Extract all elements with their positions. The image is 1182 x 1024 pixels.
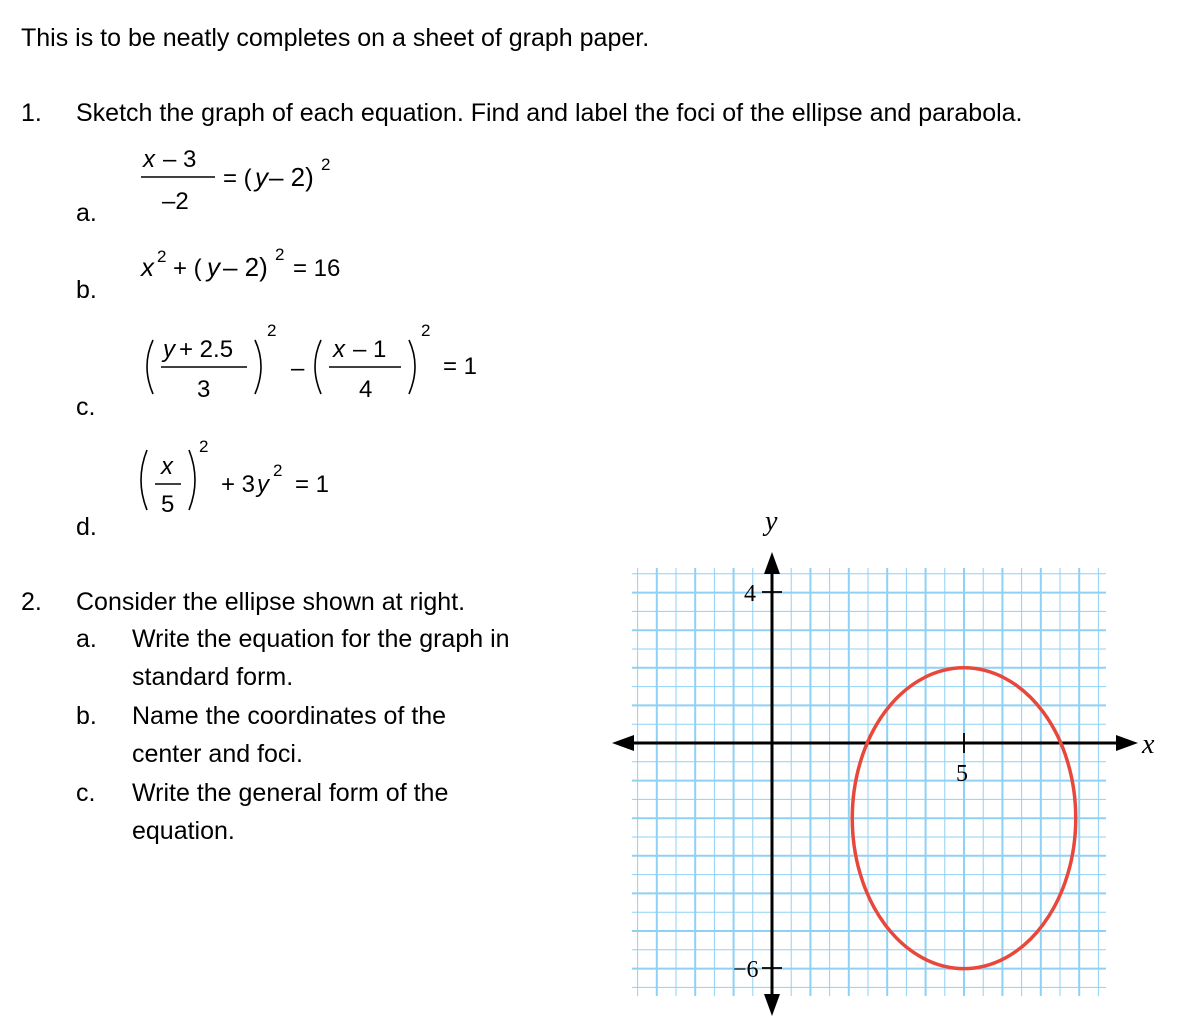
q2b-line2: center and foci. xyxy=(132,740,303,768)
svg-text:+ 2.5: + 2.5 xyxy=(179,336,234,363)
q1a-numerator: x xyxy=(143,146,155,173)
svg-text:2: 2 xyxy=(421,321,431,340)
svg-text:– 3: – 3 xyxy=(163,146,197,173)
svg-text:2: 2 xyxy=(199,437,209,456)
ellipse-graph xyxy=(600,500,1182,1020)
x-axis-left-arrow xyxy=(612,735,634,751)
q2a-line1: Write the equation for the graph in xyxy=(132,625,510,653)
svg-text:– 2): – 2) xyxy=(223,252,268,282)
q1d-equation xyxy=(135,432,365,528)
q1a-denominator: –2 xyxy=(162,188,189,215)
svg-text:4: 4 xyxy=(359,376,373,403)
svg-text:+ 3: + 3 xyxy=(221,471,256,498)
x-axis-right-arrow xyxy=(1116,735,1138,751)
q1a-label: a. xyxy=(76,199,97,227)
q1-number: 1. xyxy=(21,99,42,127)
svg-text:x: x xyxy=(333,336,345,363)
q2a-line2: standard form. xyxy=(132,663,294,691)
q1d-label: d. xyxy=(76,513,97,541)
svg-text:y: y xyxy=(257,471,269,498)
q2b-label: b. xyxy=(76,702,97,730)
svg-text:2: 2 xyxy=(275,245,285,264)
svg-text:2: 2 xyxy=(267,321,277,340)
q2c-line2: equation. xyxy=(132,817,235,845)
q2c-label: c. xyxy=(76,779,96,807)
grid-lines xyxy=(632,568,1106,996)
svg-text:y: y xyxy=(207,252,220,282)
svg-text:x: x xyxy=(141,252,154,282)
q2-text: Consider the ellipse shown at right. xyxy=(76,588,466,616)
x-axis-label: x xyxy=(1142,729,1155,760)
svg-text:y: y xyxy=(255,162,268,192)
svg-text:5: 5 xyxy=(161,491,175,518)
q2-number: 2. xyxy=(21,588,42,616)
instruction-text: This is to be neatly completes on a sheet of graph paper. xyxy=(21,24,650,52)
svg-text:= (: = ( xyxy=(223,165,252,192)
svg-text:= 1: = 1 xyxy=(295,471,330,498)
q1b-label: b. xyxy=(76,276,97,304)
svg-text:= 1: = 1 xyxy=(443,353,478,380)
svg-text:x: x xyxy=(161,453,173,480)
svg-text:+ (: + ( xyxy=(173,255,202,282)
q1c-equation xyxy=(135,310,495,410)
svg-text:2: 2 xyxy=(273,461,283,480)
svg-text:– 2): – 2) xyxy=(269,162,314,192)
q2c-line1: Write the general form of the xyxy=(132,779,449,807)
y-axis-top-arrow xyxy=(764,552,780,574)
q2a-label: a. xyxy=(76,625,97,653)
svg-text:2: 2 xyxy=(321,155,331,174)
svg-text:–: – xyxy=(291,355,305,382)
q1c-label: c. xyxy=(76,393,96,421)
svg-text:– 1: – 1 xyxy=(353,336,387,363)
svg-text:y: y xyxy=(163,336,175,363)
svg-text:= 16: = 16 xyxy=(293,255,341,282)
q2b-line1: Name the coordinates of the xyxy=(132,702,447,730)
y-axis-label: y xyxy=(765,506,778,537)
svg-text:2: 2 xyxy=(157,247,167,266)
svg-text:3: 3 xyxy=(197,376,211,403)
tick-label-y-top: 4 xyxy=(744,581,756,607)
tick-label-x-right: 5 xyxy=(956,761,968,787)
y-axis-bottom-arrow xyxy=(764,994,780,1016)
q1b-equation xyxy=(135,240,395,300)
q1-text: Sketch the graph of each equation. Find and label the foci of the ellipse and parabola. xyxy=(76,99,1023,127)
y-axis xyxy=(764,552,780,1016)
tick-label-y-bottom: −6 xyxy=(733,957,759,983)
q1a-equation xyxy=(135,140,375,220)
